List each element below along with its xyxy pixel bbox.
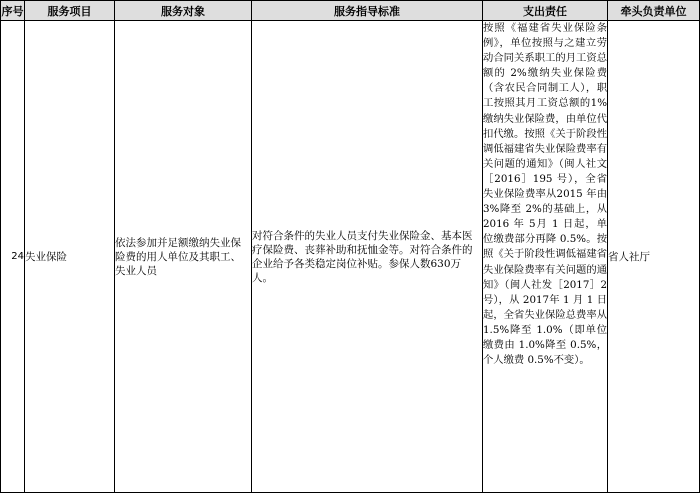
header-responsibility: 支出责任 bbox=[483, 1, 608, 21]
row-target: 依法参加并足额缴纳失业保险费的用人单位及其职工、失业人员 bbox=[115, 21, 252, 493]
header-no: 序号 bbox=[1, 1, 25, 21]
header-lead-unit: 牵头负责单位 bbox=[608, 1, 700, 21]
header-item: 服务项目 bbox=[25, 1, 115, 21]
row-standard: 对符合条件的失业人员支付失业保险金、基本医疗保险费、丧葬补助和抚恤金等。对符合条件的企业给予各类稳定岗位补贴。参保人数630万人。 bbox=[252, 21, 483, 493]
row-item: 失业保险 bbox=[25, 21, 115, 493]
table-row bbox=[1, 21, 700, 493]
row-responsibility: 按照《福建省失业保险条例》，单位按照与之建立劳动合同关系职工的月工资总额的 2%缴纳失业保险费（含农民合同制工人），职工按照其月工资总额的1%缴纳失业保险费，由单位代扣代缴。按照《关于阶段性调低福建省失业保险费率有关问题的通知》（闽人社文［2016］195 号），全省失业保险费率从2015 年由 3%降至 2%的基础上，从 2016 年 5月 1 日起，单位缴费部分再降 0.5%。按照《关于阶段性调低福建省失业保险费率有关问题的通知》（闽人社发［2017］2 号），从 2017年 1 月 1 日起，全省失业保险总费率从 1.5%降至 1.0%（即单位缴费由 1.0%降至 0.5%，个人缴费 0.5%不变）。 bbox=[483, 22, 607, 367]
row-lead-unit: 省人社厅 bbox=[608, 21, 700, 493]
header-standard: 服务指导标准 bbox=[252, 1, 483, 21]
row-responsibility-cell bbox=[483, 21, 608, 493]
header-target: 服务对象 bbox=[115, 1, 252, 21]
row-no: 24 bbox=[1, 21, 25, 493]
header-row bbox=[1, 1, 700, 21]
